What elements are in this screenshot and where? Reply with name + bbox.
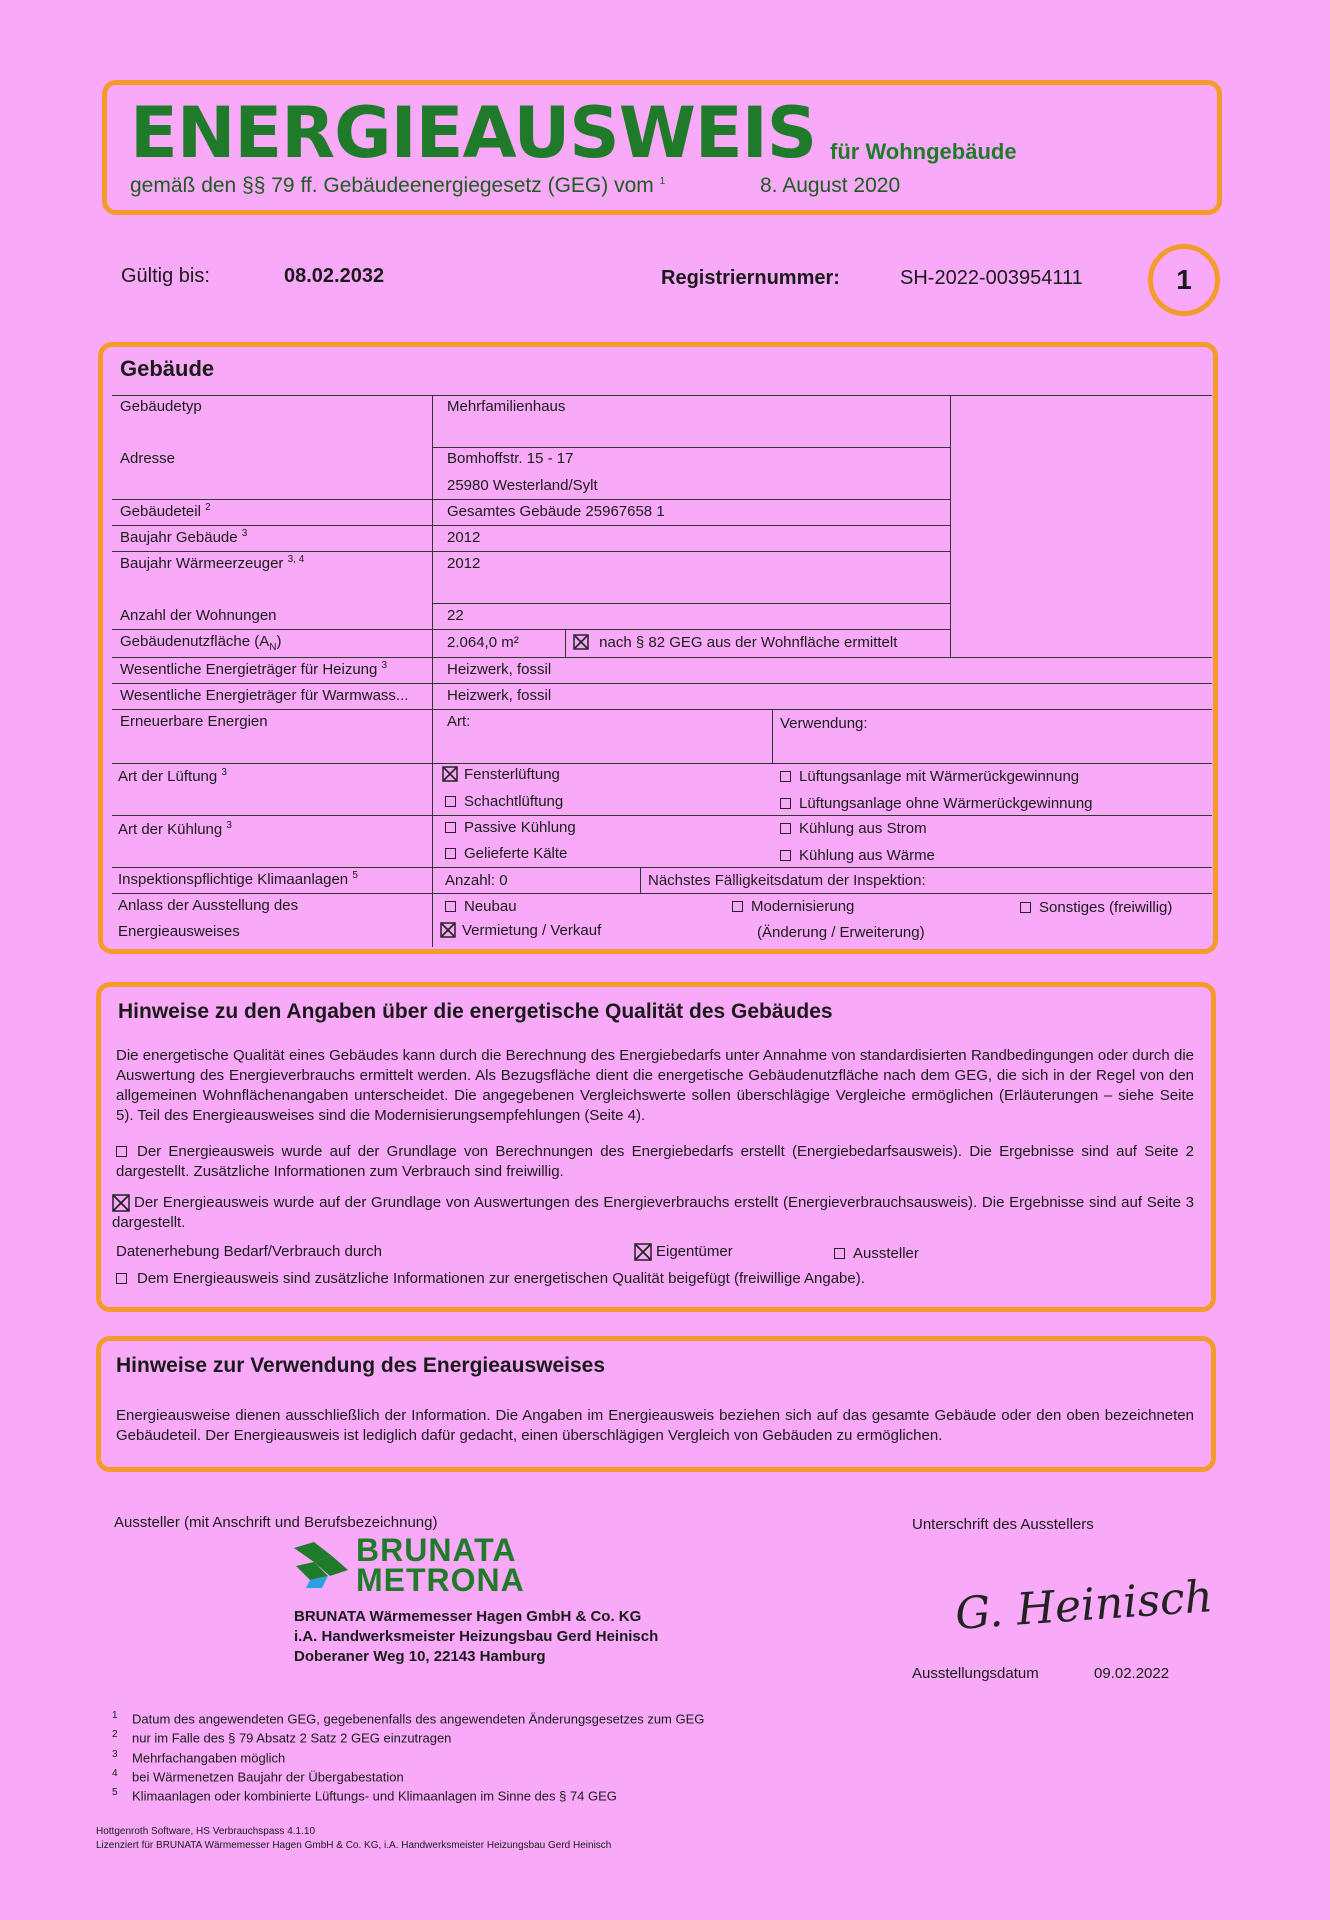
- issue-date-label: Ausstellungsdatum: [912, 1665, 1039, 1682]
- renewable-art: Art:: [447, 713, 471, 730]
- heating-carrier-label: Wesentliche Energieträger für Heizung $^3$: [120, 660, 388, 678]
- area-note: nach § 82 GEG aus der Wohnfläche ermittelt: [573, 634, 897, 651]
- signature-label: Unterschrift des Ausstellers: [912, 1516, 1094, 1533]
- reason-option-modernization-note: (Änderung / Erweiterung): [757, 924, 925, 941]
- reason-label-1: Anlass der Ausstellung des: [118, 897, 299, 914]
- issuer-label: Aussteller (mit Anschrift und Berufsbezeichnung): [114, 1514, 438, 1531]
- heater-year-label: Baujahr Wärmeerzeuger $^{3, 4}$: [120, 554, 305, 572]
- reason-option-modernization[interactable]: Modernisierung: [732, 898, 854, 915]
- quality-paragraph: Die energetische Qualität eines Gebäudes kann durch die Berechnung des Energiebedarfs unter Annahme von standardisierten Randbedingungen oder durch die Auswertung des Energieverbrauchs ermittelt werden. Als Bezugsfläche dient die energetische Gebäudenutzfläche nach dem GEG, die sich in der Regel von den allgemeinen Wohnflächenangaben unterscheidet. Die angegebenen Vergleichswerte sollen überschlägige Vergleiche ermöglichen (Erläuterungen – siehe Seite 5). Teil des Energieausweises sind die Modernisierungsempfehlungen (Seite 4).: [116, 1047, 1194, 1124]
- registration-label: Registriernummer:: [661, 267, 840, 289]
- ac-label: Inspektionspflichtige Klimaanlagen $^5$: [118, 870, 358, 888]
- issuer-address: Doberaner Weg 10, 22143 Hamburg: [294, 1648, 546, 1665]
- document-title: ENERGIEAUSWEIS: [130, 92, 817, 174]
- area-label: Gebäudenutzfläche $(A_N)$: [120, 633, 282, 653]
- part-label: Gebäudeteil $^2$: [120, 502, 211, 520]
- software-line-1: Hottgenroth Software, HS Verbrauchspass 4.1.10: [96, 1826, 316, 1837]
- year-value: 2012: [447, 529, 481, 546]
- logo-brunata: BRUNATA: [356, 1532, 517, 1568]
- year-label: Baujahr Gebäude $^3$: [120, 528, 248, 546]
- units-label: Anzahl der Wohnungen: [120, 607, 277, 624]
- address-line1: Bomhoffstr. 15 - 17: [447, 450, 574, 467]
- software-line-2: Lizenziert für BRUNATA Wärmemesser Hagen GmbH & Co. KG, i.A. Handwerksmeister Heizungsbau Gerd Heinisch: [96, 1840, 612, 1851]
- area-value: 2.064,0 m²: [447, 634, 519, 651]
- law-date: 8. August 2020: [760, 174, 901, 197]
- document-subtitle: für Wohngebäude: [830, 139, 1017, 164]
- water-carrier-label: Wesentliche Energieträger für Warmwass...: [120, 687, 409, 704]
- type-value: Mehrfamilienhaus: [447, 398, 566, 415]
- footnote-3: $^3$ Mehrfachangaben möglich: [112, 1748, 286, 1765]
- type-label: Gebäudetyp: [120, 398, 202, 415]
- water-carrier-value: Heizwerk, fossil: [447, 687, 552, 704]
- cool-option-electric[interactable]: Kühlung aus Strom: [780, 820, 927, 837]
- quality-title: Hinweise zu den Angaben über die energetische Qualität des Gebäudes: [118, 1000, 833, 1023]
- building-title: Gebäude: [120, 356, 215, 381]
- ventilation-label: Art der Lüftung $^3$: [118, 767, 227, 785]
- law-reference: [130, 174, 665, 198]
- usage-title: Hinweise zur Verwendung des Energieausweises: [116, 1354, 606, 1377]
- law-sup: 1: [659, 176, 666, 187]
- footnotes: [112, 1708, 704, 1805]
- signature: G. Heinisch: [953, 1571, 1215, 1640]
- vent-option-window[interactable]: Fensterlüftung: [442, 766, 560, 783]
- issue-date: 09.02.2022: [1094, 1665, 1170, 1682]
- logo-metrona: METRONA: [356, 1562, 525, 1598]
- data-collection-label: Datenerhebung Bedarf/Verbrauch durch: [116, 1243, 383, 1260]
- footnote-5: $^5$ Klimaanlagen oder kombinierte Lüftungs- und Klimaanlagen im Sinne des § 74 GEG: [112, 1787, 617, 1804]
- issuer-person: i.A. Handwerksmeister Heizungsbau Gerd Heinisch: [294, 1628, 659, 1645]
- data-collection-issuer[interactable]: Aussteller: [834, 1245, 919, 1262]
- cool-option-passive[interactable]: Passive Kühlung: [445, 819, 576, 836]
- footnote-4: $^4$ bei Wärmenetzen Baujahr der Übergabestation: [112, 1767, 404, 1785]
- law-text: gemäß den §§ 79 ff. Gebäudeenergiegesetz (GEG) vom: [130, 174, 654, 197]
- units-value: 22: [447, 607, 464, 624]
- footnote-1: $^1$ Datum des angewendeten GEG, gegebenenfalls des angewendeten Änderungsgesetzes zum GEG: [112, 1710, 705, 1727]
- brunata-logo-icon: [292, 1540, 354, 1595]
- issuer-company: BRUNATA Wärmemesser Hagen GmbH & Co. KG: [294, 1608, 642, 1625]
- reason-option-rent-sale[interactable]: Vermietung / Verkauf: [440, 922, 601, 939]
- heater-year-value: 2012: [447, 555, 481, 572]
- ac-next-inspection: Nächstes Fälligkeitsdatum der Inspektion:: [648, 872, 926, 889]
- cooling-label: Art der Kühlung $^3$: [118, 820, 232, 838]
- renewable-use: Verwendung:: [780, 715, 868, 732]
- footnote-2: $^2$ nur im Falle des § 79 Absatz 2 Satz 2 GEG einzutragen: [112, 1729, 452, 1746]
- vent-option-without-recovery[interactable]: Lüftungsanlage ohne Wärmerückgewinnung: [780, 795, 1093, 812]
- valid-label: Gültig bis:: [121, 265, 210, 287]
- heating-carrier-value: Heizwerk, fossil: [447, 661, 552, 678]
- reason-option-new[interactable]: Neubau: [445, 898, 517, 915]
- usage-text: Energieausweise dienen ausschließlich der Information. Die Angaben im Energieausweis beziehen sich auf das gesamte Gebäude oder den oben bezeichneten Gebäudeteil. Der Energieausweis ist lediglich dafür gedacht, einen überschlägigen Vergleich von Gebäuden zu ermöglichen.: [116, 1407, 1194, 1444]
- reason-option-other[interactable]: Sonstiges (freiwillig): [1020, 899, 1172, 916]
- vent-option-shaft[interactable]: Schachtlüftung: [445, 793, 563, 810]
- quality-option-demand[interactable]: Der Energieausweis wurde auf der Grundlage von Berechnungen des Energiebedarfs erstellt (Energiebedarfsausweis). Die Ergebnisse sind auf Seite 2 dargestellt. Zusätzliche Informationen zum Verbrauch sind freiwillig.: [116, 1143, 1194, 1180]
- part-value: Gesamtes Gebäude 25967658 1: [447, 503, 665, 520]
- registration-number: SH-2022-003954111: [900, 267, 1083, 289]
- page-number: 1: [1176, 264, 1192, 295]
- reason-label-2: Energieausweises: [118, 923, 240, 940]
- address-line2: 25980 Westerland/Sylt: [447, 477, 598, 494]
- data-collection-owner[interactable]: Eigentümer: [634, 1243, 733, 1260]
- vent-option-with-recovery[interactable]: Lüftungsanlage mit Wärmerückgewinnung: [780, 768, 1079, 785]
- renewable-label: Erneuerbare Energien: [120, 713, 268, 730]
- valid-date: 08.02.2032: [284, 265, 385, 287]
- cool-option-heat[interactable]: Kühlung aus Wärme: [780, 847, 935, 864]
- page-number-badge: [1148, 244, 1220, 316]
- ac-count: Anzahl: 0: [445, 872, 508, 889]
- cool-option-delivered[interactable]: Gelieferte Kälte: [445, 845, 567, 862]
- address-label: Adresse: [120, 450, 176, 467]
- quality-option-extra[interactable]: Dem Energieausweis sind zusätzliche Informationen zur energetischen Qualität beigefügt (freiwillige Angabe).: [116, 1270, 865, 1287]
- quality-option-consumption[interactable]: Der Energieausweis wurde auf der Grundlage von Auswertungen des Energieverbrauchs erstellt (Energieverbrauchsausweis). Die Ergebnisse sind auf Seite 3 dargestellt.: [112, 1194, 1194, 1231]
- area-note-checkbox[interactable]: [573, 634, 589, 650]
